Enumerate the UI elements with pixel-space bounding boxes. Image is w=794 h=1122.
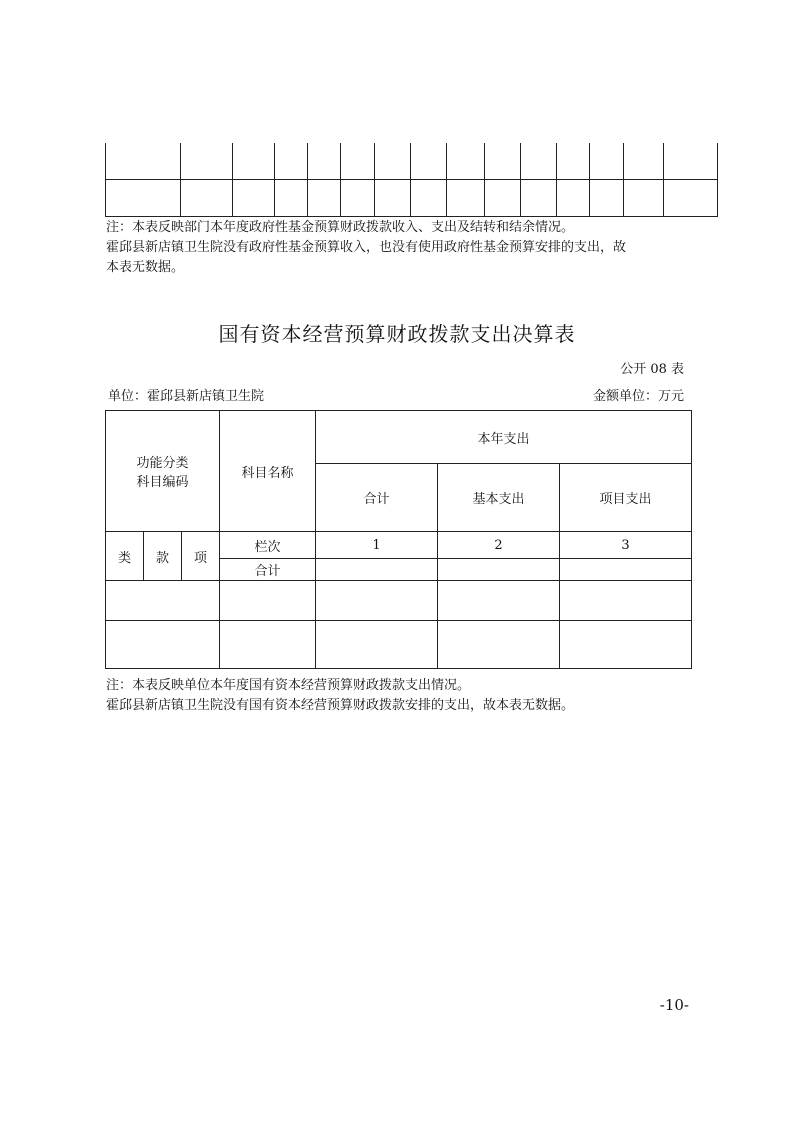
previous-table-continuation: [105, 143, 718, 217]
previous-table-explanation: 霍邱县新店镇卫生院没有政府性基金预算收入，也没有使用政府性基金预算安排的支出，故: [106, 240, 627, 255]
table-row: [106, 581, 692, 621]
table-note: 注：本表反映单位本年度国有资本经营预算财政拨款支出情况。: [106, 678, 471, 693]
page-number: -10-: [659, 996, 689, 1014]
table-title: 国有资本经营预算财政拨款支出决算表: [218, 322, 576, 346]
header-row: [106, 411, 692, 464]
kuan-header: 款: [144, 532, 182, 581]
column-index-row: [106, 532, 692, 559]
table-row: [106, 180, 718, 217]
sum-basic-cell: [438, 559, 560, 581]
current-year-expense-header: 本年支出: [316, 411, 692, 464]
state-capital-expense-table: [105, 410, 692, 669]
table-code: 公开 08 表: [620, 362, 684, 377]
previous-table-explanation-cont: 本表无数据。: [106, 260, 185, 275]
col-index-2: 2: [438, 532, 560, 559]
project-expense-header: 项目支出: [560, 464, 692, 532]
amount-unit-label: 金额单位：万元: [592, 389, 684, 404]
sum-project-cell: [560, 559, 692, 581]
basic-expense-header: 基本支出: [438, 464, 560, 532]
total-header: 合计: [316, 464, 438, 532]
table-row: [106, 143, 718, 180]
subject-code-label: 科目编码: [136, 475, 189, 490]
func-class-header: [106, 411, 220, 532]
func-class-label: 功能分类: [136, 456, 189, 471]
xiang-header: 项: [182, 532, 220, 581]
previous-table-note: 注：本表反映部门本年度政府性基金预算财政拨款收入、支出及结转和结余情况。: [106, 220, 575, 235]
lanci-label: 栏次: [220, 532, 316, 559]
col-index-3: 3: [560, 532, 692, 559]
sum-total-cell: [316, 559, 438, 581]
table-explanation: 霍邱县新店镇卫生院没有国有资本经营预算财政拨款安排的支出，故本表无数据。: [106, 698, 575, 713]
col-index-1: 1: [316, 532, 438, 559]
unit-label: 单位：霍邱县新店镇卫生院: [108, 389, 265, 404]
subject-name-header: 科目名称: [220, 411, 316, 532]
sum-label: 合计: [220, 559, 316, 581]
table-row: [106, 621, 692, 669]
lei-header: 类: [106, 532, 144, 581]
